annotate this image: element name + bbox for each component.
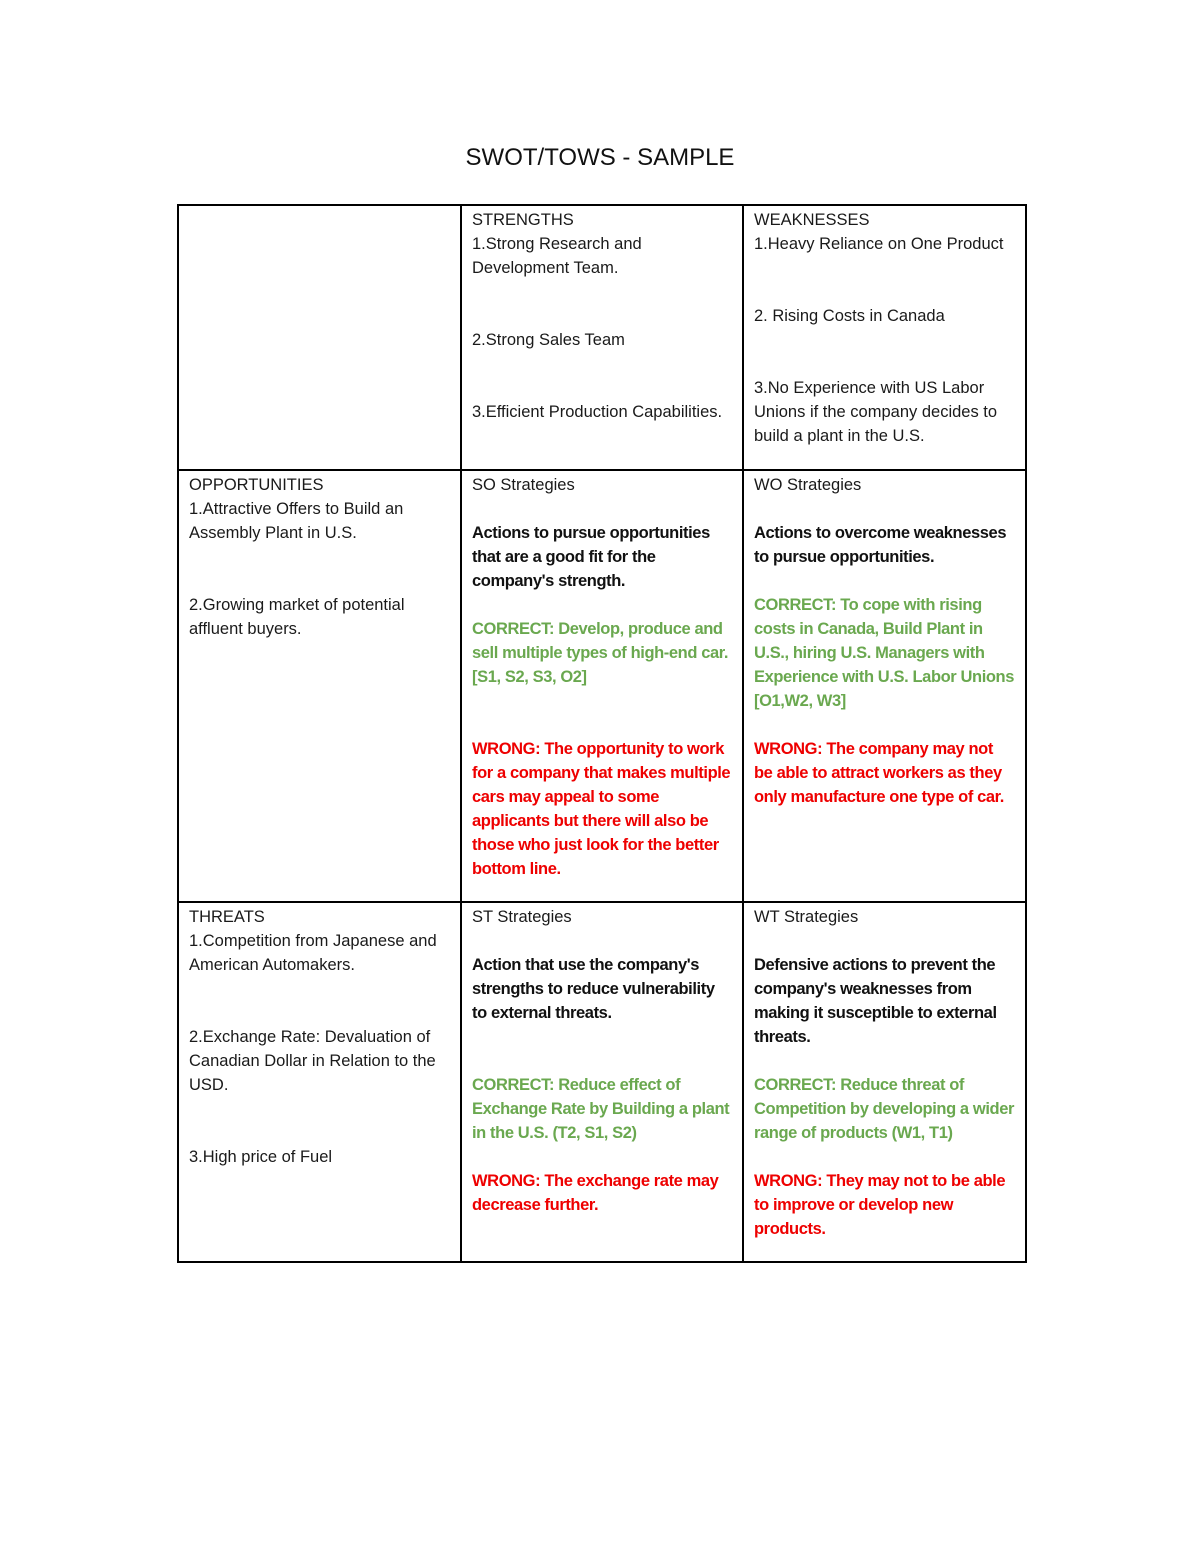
opportunity-item-2: 2.Growing market of potential affluent buyers.: [189, 596, 405, 638]
weakness-item-1: 1.Heavy Reliance on One Product: [754, 235, 1004, 253]
so-correct-example: CORRECT: Develop, produce and sell multiple types of high-end car. [S1, S2, S3, O2]: [472, 620, 729, 686]
opportunity-item-1: 1.Attractive Offers to Build an Assembly Plant in U.S.: [189, 500, 404, 542]
wt-strategies-cell: [743, 902, 1026, 1262]
weaknesses-cell: [743, 205, 1026, 470]
wo-correct-example: CORRECT: To cope with rising costs in Canada, Build Plant in U.S., hiring U.S. Managers with Experience with U.S. Labor Unions [O1,W2, W3]: [754, 596, 1015, 710]
threat-item-3: 3.High price of Fuel: [189, 1148, 333, 1166]
so-wrong-example: WRONG: The opportunity to work for a company that makes multiple cars may appeal to some applicants but there will also be those who just look for the better bottom line.: [472, 740, 731, 878]
strengths-cell: [461, 205, 743, 470]
so-strategies-cell: [461, 470, 743, 902]
wo-description: Actions to overcome weaknesses to pursue opportunities.: [754, 524, 1007, 566]
strength-item-3: 3.Efficient Production Capabilities.: [472, 403, 723, 421]
st-wrong-example: WRONG: The exchange rate may decrease further.: [472, 1172, 719, 1214]
st-strategies-cell: [461, 902, 743, 1262]
threats-cell: [178, 902, 461, 1262]
so-header: SO Strategies: [472, 476, 575, 494]
so-description: Actions to pursue opportunities that are a good fit for the company's strength.: [472, 524, 710, 590]
wo-strategies-cell: [743, 470, 1026, 902]
strength-item-2: 2.Strong Sales Team: [472, 331, 625, 349]
weaknesses-header: WEAKNESSES: [754, 211, 870, 229]
st-description: Action that use the company's strengths to reduce vulnerability to external threats.: [472, 956, 715, 1022]
weakness-item-2: 2. Rising Costs in Canada: [754, 307, 945, 325]
opportunities-cell: [178, 470, 461, 902]
strengths-header: STRENGTHS: [472, 211, 574, 229]
wt-description: Defensive actions to prevent the company's weaknesses from making it susceptible to external threats.: [754, 956, 997, 1046]
threats-header: THREATS: [189, 908, 265, 926]
wo-header: WO Strategies: [754, 476, 862, 494]
strength-item-1: 1.Strong Research and Development Team.: [472, 235, 642, 277]
wo-wrong-example: WRONG: The company may not be able to attract workers as they only manufacture one type of car.: [754, 740, 1004, 806]
opportunities-header: OPPORTUNITIES: [189, 476, 324, 494]
empty-corner-cell: [178, 205, 461, 470]
st-correct-example: CORRECT: Reduce effect of Exchange Rate by Building a plant in the U.S. (T2, S1, S2): [472, 1076, 730, 1142]
threat-item-1: 1.Competition from Japanese and American Automakers.: [189, 932, 437, 974]
table-row-header: [178, 205, 1026, 470]
wt-correct-example: CORRECT: Reduce threat of Competition by developing a wider range of products (W1, T1): [754, 1076, 1014, 1142]
table-row-opportunities: [178, 470, 1026, 902]
wt-wrong-example: WRONG: They may not to be able to improve or develop new products.: [754, 1172, 1006, 1238]
swot-table: [177, 204, 1027, 1263]
wt-header: WT Strategies: [754, 908, 859, 926]
threat-item-2: 2.Exchange Rate: Devaluation of Canadian Dollar in Relation to the USD.: [189, 1028, 436, 1094]
st-header: ST Strategies: [472, 908, 572, 926]
weakness-item-3: 3.No Experience with US Labor Unions if the company decides to build a plant in the U.S.: [754, 379, 998, 445]
page-title: SWOT/TOWS - SAMPLE: [465, 144, 735, 171]
table-row-threats: [178, 902, 1026, 1262]
